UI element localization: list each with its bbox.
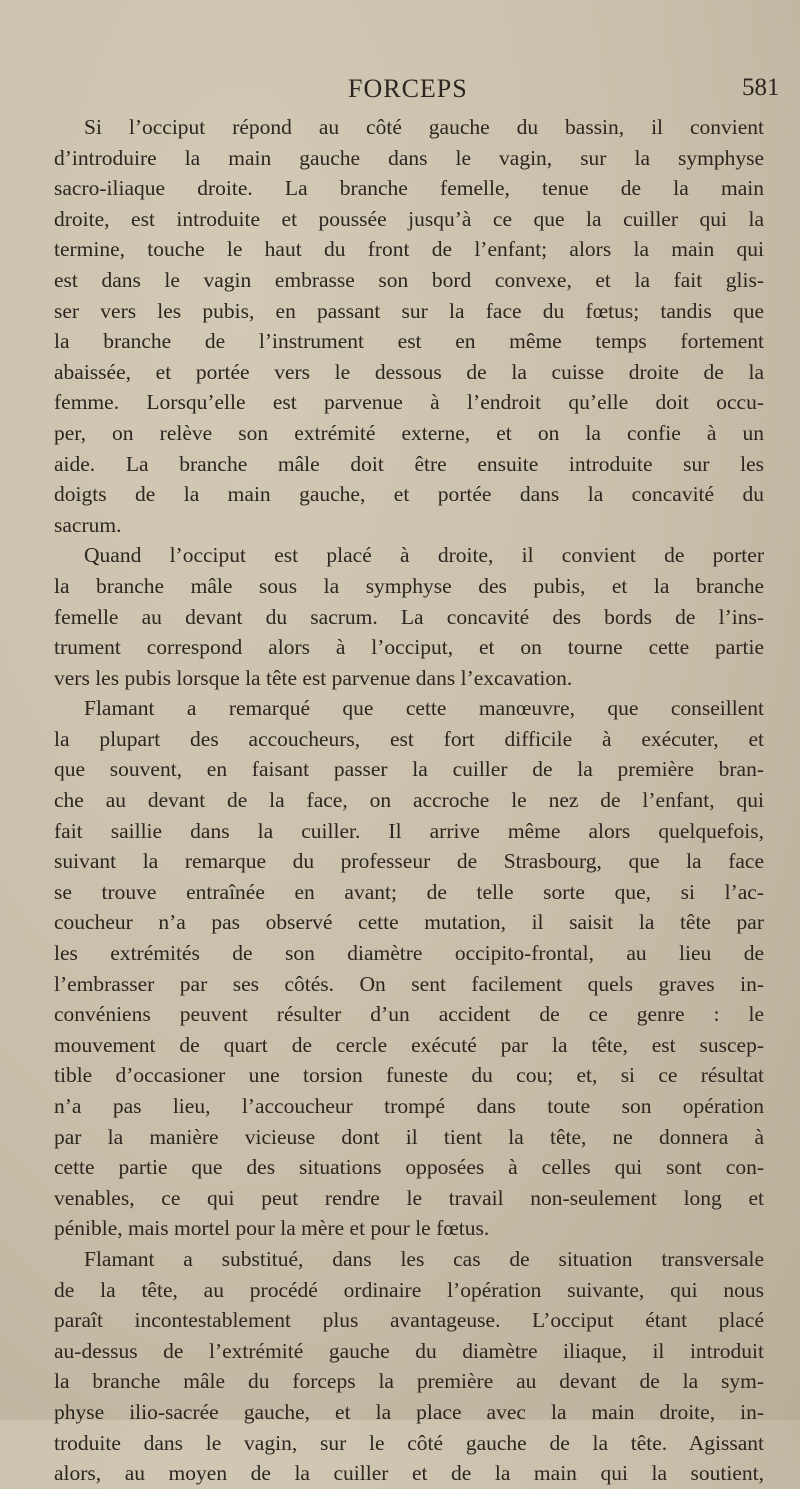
text-line: coucheur n’a pas observé cette mutation, il saisit la tête par <box>54 910 764 935</box>
text-line: Flamant a remarqué que cette manœuvre, que conseillent <box>84 696 764 721</box>
text-line: doigts de la main gauche, et portée dans la concavité du <box>54 482 764 507</box>
text-line: n’a pas lieu, l’accoucheur trompé dans toute son opération <box>54 1094 764 1118</box>
text-line: paraît incontestablement plus avantageuse. L’occiput étant placé <box>54 1308 764 1333</box>
text-line: de la tête, au procédé ordinaire l’opération suivante, qui nous <box>54 1277 764 1302</box>
text-line: fait saillie dans la cuiller. Il arrive même alors quelquefois, <box>54 818 764 843</box>
text-line: per, on relève son extrémité externe, et on la confie à un <box>54 420 764 445</box>
text-line: au-dessus de l’extrémité gauche du diamètre iliaque, il introduit <box>54 1338 764 1363</box>
text-line: vers les pubis lorsque la tête est parvenue dans l’excavation. <box>54 665 573 690</box>
text-line: trument correspond alors à l’occiput, et on tourne cette partie <box>54 635 764 660</box>
text-line: l’embrasser par ses côtés. On sent facilement quels graves in- <box>54 971 764 996</box>
text-line: d’introduire la main gauche dans le vagin, sur la symphyse <box>54 145 764 170</box>
text-line: par la manière vicieuse dont il tient la tête, ne donnera à <box>54 1124 764 1149</box>
running-title: FORCEPS <box>348 74 468 103</box>
text-line: sacrum. <box>54 512 122 537</box>
text-line: cette partie que des situations opposées à celles qui sont con- <box>54 1155 764 1180</box>
text-line: venables, ce qui peut rendre le travail non-seulement long et <box>54 1185 764 1210</box>
text-line: tible d’occasioner une torsion funeste du cou; et, si ce résultat <box>54 1063 764 1088</box>
text-line: femme. Lorsqu’elle est parvenue à l’endroit qu’elle doit occu- <box>54 390 764 415</box>
text-line: droite, est introduite et poussée jusqu’à ce que la cuiller qui la <box>54 206 764 231</box>
text-line: la branche de l’instrument est en même temps fortement <box>54 329 764 354</box>
text-line: abaissée, et portée vers le dessous de la cuisse droite de la <box>54 359 764 384</box>
text-line: la branche mâle sous la symphyse des pubis, et la branche <box>54 573 764 598</box>
text-line: mouvement de quart de cercle exécuté par la tête, est suscep- <box>54 1032 764 1057</box>
text-line: Quand l’occiput est placé à droite, il convient de porter <box>84 543 764 568</box>
text-line: les extrémités de son diamètre occipito-frontal, au lieu de <box>54 941 764 966</box>
text-line: suivant la remarque du professeur de Strasbourg, que la face <box>54 849 764 874</box>
body-text <box>54 112 764 1489</box>
text-line: Si l’occiput répond au côté gauche du bassin, il convient <box>84 115 764 139</box>
text-line: aide. La branche mâle doit être ensuite introduite sur les <box>54 451 764 476</box>
page-number: 581 <box>742 74 780 101</box>
page-header <box>0 74 800 114</box>
text-line: pénible, mais mortel pour la mère et pour le fœtus. <box>54 1216 490 1241</box>
text-line: termine, touche le haut du front de l’enfant; alors la main qui <box>54 237 764 262</box>
text-line: la plupart des accoucheurs, est fort difficile à exécuter, et <box>54 726 764 751</box>
text-line: alors, au moyen de la cuiller et de la main qui la soutient, <box>54 1461 764 1486</box>
text-line: que souvent, en faisant passer la cuiller de la première bran- <box>54 757 764 782</box>
text-line: est dans le vagin embrasse son bord convexe, et la fait glis- <box>54 267 764 292</box>
text-line: Flamant a substitué, dans les cas de situation transversale <box>84 1246 764 1271</box>
text-line: femelle au devant du sacrum. La concavité des bords de l’ins- <box>54 604 764 629</box>
text-line: la branche mâle du forceps la première au devant de la sym- <box>54 1369 764 1394</box>
text-line: che au devant de la face, on accroche le nez de l’enfant, qui <box>54 788 764 813</box>
text-line: convéniens peuvent résulter d’un accident de ce genre : le <box>54 1002 764 1027</box>
text-line: se trouve entraînée en avant; de telle sorte que, si l’ac- <box>54 879 764 904</box>
text-line: ser vers les pubis, en passant sur la face du fœtus; tandis que <box>54 298 764 323</box>
text-line: troduite dans le vagin, sur le côté gauche de la tête. Agissant <box>54 1430 764 1455</box>
text-line: physe ilio-sacrée gauche, et la place avec la main droite, in- <box>54 1399 764 1424</box>
text-line: sacro-iliaque droite. La branche femelle, tenue de la main <box>54 176 764 201</box>
